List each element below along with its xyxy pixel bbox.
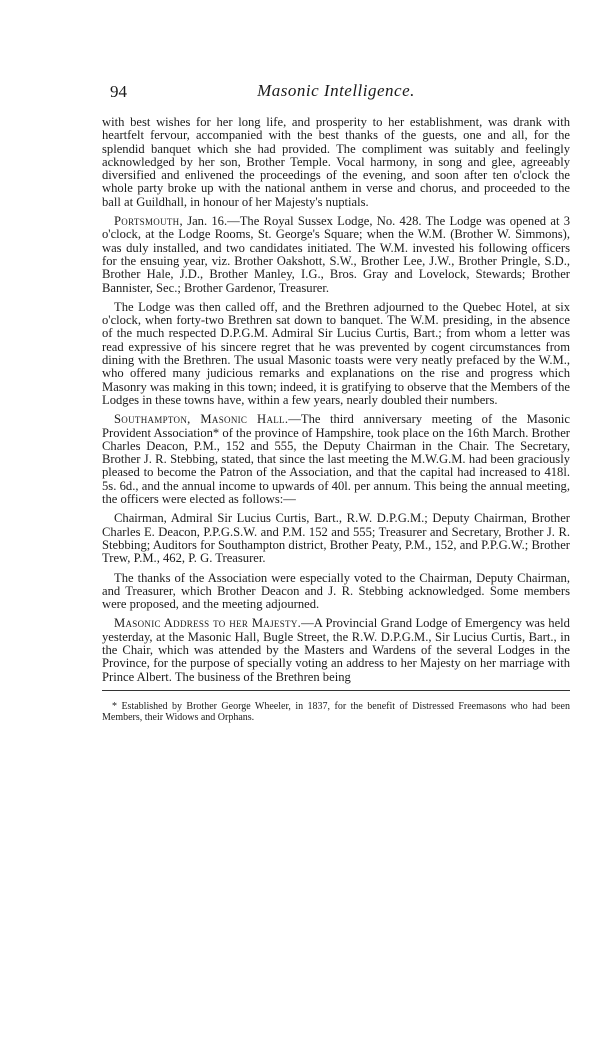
paragraph (102, 215, 570, 295)
document-page (102, 82, 570, 733)
paragraph (102, 116, 570, 209)
paragraph (102, 512, 570, 565)
running-title: Masonic Intelligence. (257, 81, 415, 100)
paragraph (102, 572, 570, 612)
article-body (102, 116, 570, 684)
footnote: * Established by Brother George Wheeler, in 1837, for the benefit of Distressed Freemasons who had been Members, their Widows and Orphans. (102, 700, 570, 723)
paragraph-lead: Southampton, Masonic Hall. (114, 412, 289, 427)
paragraph (102, 413, 570, 506)
paragraph-text: The thanks of the Association were especially voted to the Chairman, Deputy Chairman, and Treasurer, which Brother Deacon and J. R. Stebbing acknowledged. Some members were proposed, and the meeting adjourned. (102, 570, 570, 612)
paragraph-lead: Portsmouth, (114, 214, 183, 229)
paragraph-text: The Lodge was then called off, and the Brethren adjourned to the Quebec Hotel, at six o'clock, when forty-two Brethren sat down to banquet. The W.M. presiding, in the absence of the much respected D.P.G.M. Admiral Sir Lucius Curtis, Bart.; from whom a letter was read expressive of his sincere regret that he was prevented by cogent circumstances from dining with the Brethren. The usual Masonic toasts were very neatly prefaced by the W.M., who offered many judicious remarks and explanations on the rise and progress which Masonry was making in this town; indeed, it is gratifying to observe that the Members of the Lodges in these towns have, within a few years, nearly doubled their numbers. (102, 299, 570, 407)
running-header (102, 82, 570, 108)
paragraph-text: —A Provincial Grand Lodge of Emergency was held yesterday, at the Masonic Hall, Bugle Street, the R.W. D.P.G.M., Sir Lucius Curtis, Bart., in the Chair, which was attended by the Masters and Wardens of the several Lodges in the Province, for the purpose of specially voting an address to her Majesty on her marriage with Prince Albert. The business of the Brethren being (102, 616, 570, 684)
paragraph-text: Chairman, Admiral Sir Lucius Curtis, Bart., R.W. D.P.G.M.; Deputy Chairman, Brother Charles E. Deacon, P.P.G.S.W. and P.M. 152 and 555; Treasurer and Secretary, Brother J. R. Stebbing; Auditors for Southampton district, Brother Peaty, P.M., 152, and P.P.G.W.; Brother Trew, P.M., 462, P. G. Treasurer. (102, 511, 570, 566)
paragraph-lead: Masonic Address to her Majesty. (114, 616, 302, 631)
paragraph (102, 301, 570, 407)
paragraph-text: Jan. 16.—The Royal Sussex Lodge, No. 428. The Lodge was opened at 3 o'clock, at the Lodge Rooms, St. George's Square; when the W.M. (Brother W. Simmons), was duly installed, and two candidates initiated. The W.M. invested his following officers for the ensuing year, viz. Brother Oakshott, S.W., Brother Lee, J.W., Brother Pringle, S.D., Brother Hale, J.D., Brother Manley, I.G., Bros. Gray and Lovelock, Stewards; Brother Bannister, Sec.; Brother Gardenor, Treasurer. (102, 214, 570, 295)
paragraph-text: with best wishes for her long life, and prosperity to her establishment, was drank with heartfelt fervour, accompanied with the best thanks of the guests, one and all, for the splendid banquet which she had provided. The compliment was suitably and feelingly acknowledged by her son, Brother Temple. Vocal harmony, in song and glee, agreeably diversified and enlivened the proceedings of the evening, and soon after ten o'clock the whole party broke up with the national anthem in verse and chorus, and proceeded to the ball at Guildhall, in honour of her Majesty's nuptials. (102, 115, 570, 209)
page-number: 94 (110, 82, 127, 101)
footnote-divider (102, 690, 570, 691)
paragraph (102, 617, 570, 683)
paragraph-text: —The third anniversary meeting of the Masonic Provident Association* of the province of Hampshire, took place on the 16th March. Brother Charles Deacon, P.M., 152 and 555, the Deputy Chairman in the Chair. The Secretary, Brother J. R. Stebbing, stated, that since the last meeting the M.W.G.M. had been graciously pleased to become the Patron of the Association, and that the capital had increased to 418l. 5s. 6d., and the annual income to upwards of 40l. per annum. This being the annual meeting, the officers were elected as follows:— (102, 412, 570, 507)
